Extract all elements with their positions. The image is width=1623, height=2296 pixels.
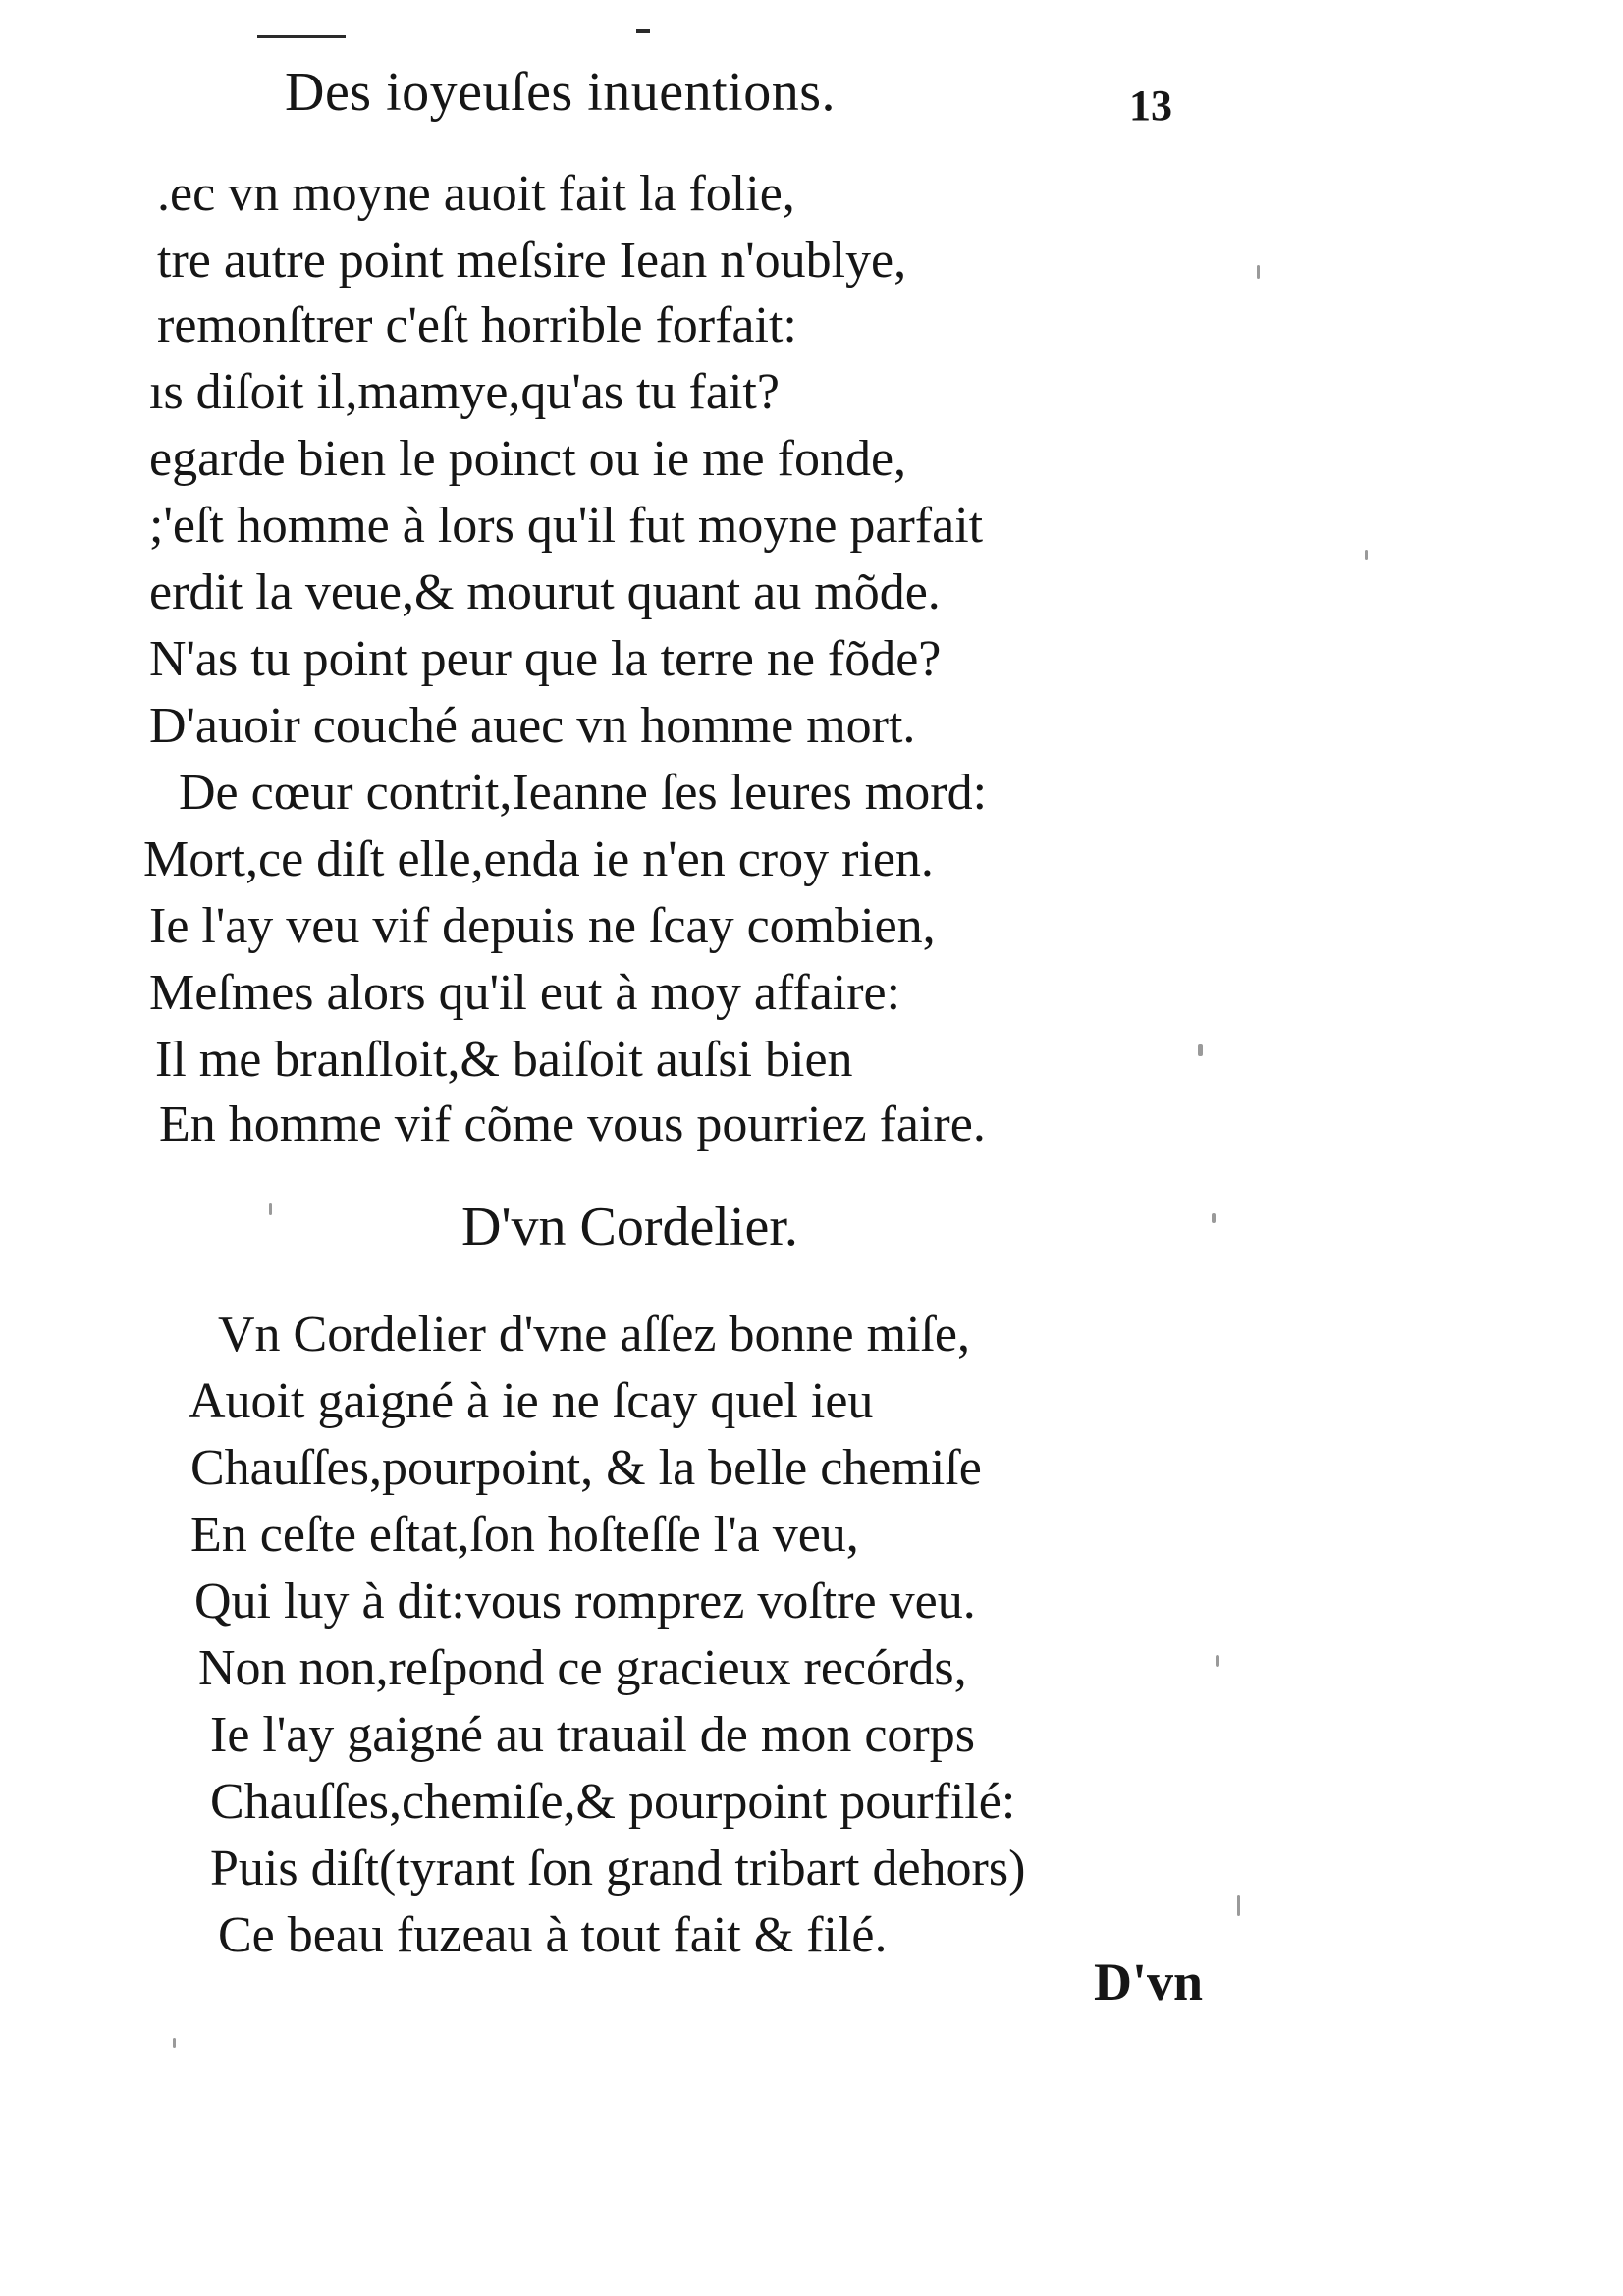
poem-line: ıs diſoit il,mamye,qu'as tu fait? [149,364,780,420]
poem-line: erdit la veue,& mourut quant au mõde. [149,564,941,620]
poem-line: Qui luy à dit:vous romprez voſtre veu. [194,1574,976,1629]
running-title: Des ioyeuſes inuentions. [285,62,837,123]
poem-line: Chauſſes,chemiſe,& pourpoint pourfilé: [210,1774,1016,1830]
poem-line: remonſtrer c'eſt horrible forfait: [157,297,797,353]
poem-line: Vn Cordelier d'vne aſſez bonne miſe, [218,1307,971,1362]
section-heading: D'vn Cordelier. [461,1197,798,1257]
scan-speck [1216,1655,1219,1667]
poem-line: Il me branſloit,& baiſoit auſsi bien [155,1032,853,1088]
scan-speck [1365,550,1368,560]
poem-line: En homme vif cõme vous pourriez faire. [159,1096,986,1152]
scan-speck [173,2038,176,2048]
poem-line: tre autre point meſsire Iean n'oublye, [157,233,907,289]
scan-speck [1237,1895,1240,1916]
poem-line: Mort,ce diſt elle,enda ie n'en croy rien. [143,831,934,887]
poem-line: De cœur contrit,Ieanne ſes leures mord: [179,765,988,821]
poem-line: Puis diſt(tyrant ſon grand tribart dehors) [210,1841,1026,1896]
poem-line: Auoit gaigné à ie ne ſcay quel ieu [189,1373,874,1429]
scan-speck [1257,265,1260,279]
poem-line: Meſmes alors qu'il eut à moy affaire: [149,965,901,1021]
poem-line: D'auoir couché auec vn homme mort. [149,698,916,754]
top-dash-mark [636,29,650,33]
poem-line: egarde bien le poinct ou ie me fonde, [149,431,907,487]
poem-line: ;'eſt homme à lors qu'il fut moyne parfait [149,498,984,554]
poem-line: Non non,reſpond ce gracieux recórds, [198,1640,967,1696]
page-number: 13 [1129,81,1172,130]
poem-line: N'as tu point peur que la terre ne fõde? [149,631,942,687]
poem-line: .ec vn moyne auoit fait la folie, [157,166,795,222]
scan-speck [1198,1044,1203,1056]
top-rule [257,35,346,38]
catchword: D'vn [1094,1952,1204,2011]
poem-line: En ceſte eſtat,ſon hoſteſſe l'a veu, [190,1507,859,1563]
poem-line: Ie l'ay gaigné au trauail de mon corps [210,1707,975,1763]
scan-speck [269,1203,272,1215]
poem-line: Ie l'ay veu vif depuis ne ſcay combien, [149,898,936,954]
scan-speck [1212,1213,1216,1223]
poem-line: Chauſſes,pourpoint, & la belle chemiſe [190,1440,982,1496]
poem-line: Ce beau fuzeau à tout fait & filé. [218,1907,888,1963]
